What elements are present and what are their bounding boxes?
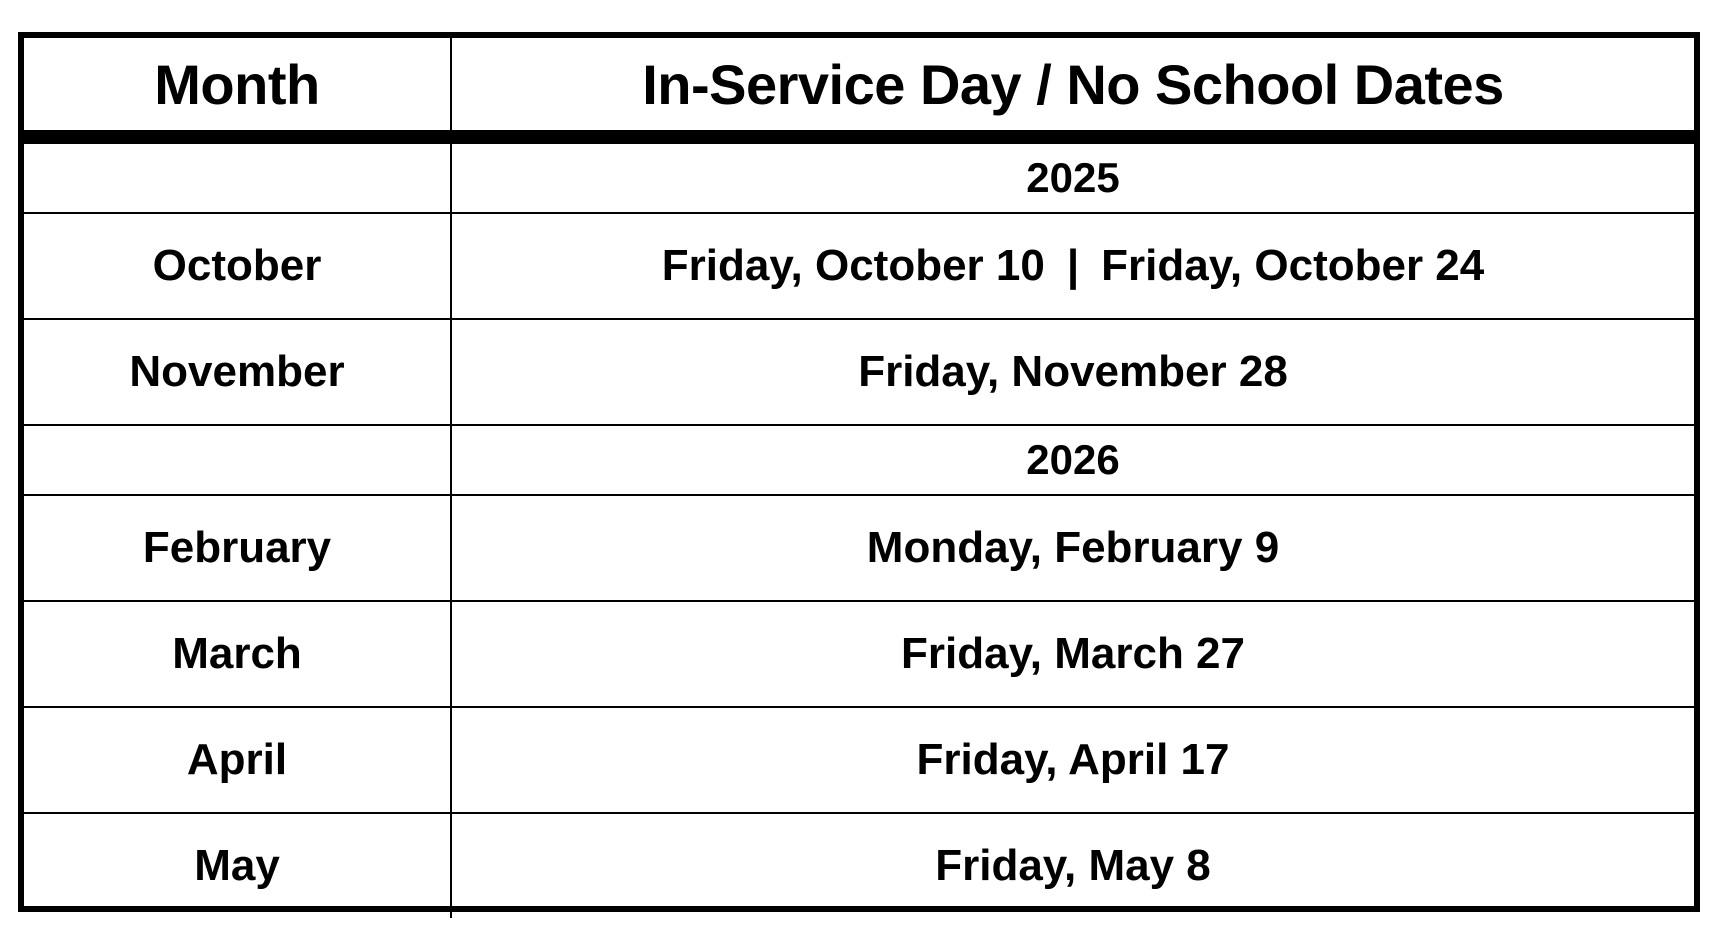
table-row	[24, 319, 1694, 425]
dates-cell	[451, 213, 1694, 319]
no-school-dates-table	[18, 32, 1700, 912]
table-row	[24, 601, 1694, 707]
dates-cell: Friday, May 8	[451, 813, 1694, 918]
table-row	[24, 813, 1694, 918]
header-month: Month	[24, 38, 451, 137]
year-label: 2026	[451, 425, 1694, 495]
month-cell: November	[24, 319, 451, 425]
year-row-2025	[24, 137, 1694, 213]
month-cell: October	[24, 213, 451, 319]
year-label: 2025	[451, 137, 1694, 213]
dates-cell: Friday, April 17	[451, 707, 1694, 813]
year-row-2026	[24, 425, 1694, 495]
dates-cell: Friday, November 28	[451, 319, 1694, 425]
date-text: Friday, October 24	[1101, 241, 1485, 290]
header-row	[24, 38, 1694, 137]
date-text: Friday, October 10	[661, 241, 1045, 290]
date-separator: |	[1066, 241, 1080, 290]
month-cell: April	[24, 707, 451, 813]
year-row-blank-cell	[24, 425, 451, 495]
dates-cell: Friday, March 27	[451, 601, 1694, 707]
table-row	[24, 495, 1694, 601]
header-dates: In-Service Day / No School Dates	[451, 38, 1694, 137]
month-cell: February	[24, 495, 451, 601]
table-row	[24, 707, 1694, 813]
month-cell: March	[24, 601, 451, 707]
table-row	[24, 213, 1694, 319]
dates-cell: Monday, February 9	[451, 495, 1694, 601]
year-row-blank-cell	[24, 137, 451, 213]
month-cell: May	[24, 813, 451, 918]
schedule-table	[24, 38, 1694, 918]
